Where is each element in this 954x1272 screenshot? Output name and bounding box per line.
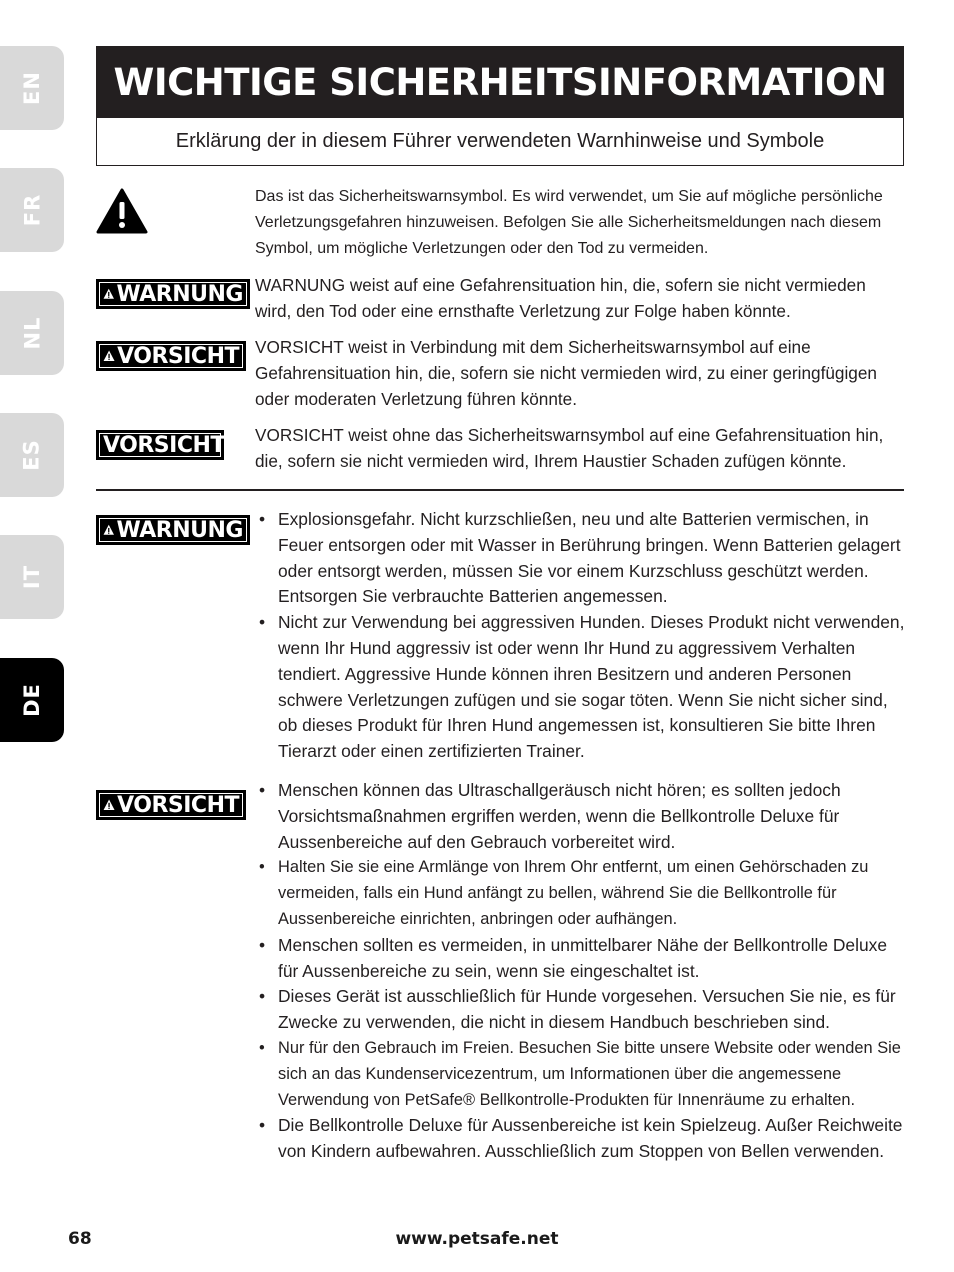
definition-text: Das ist das Sicherheitswarnsymbol. Es wird verwendet, um Sie auf mögliche persönliche Verletzungsgefahren hinzuweisen. Befolgen Sie alle Sicherheitsmeldungen nach diesem Symbol, um mögliche Verletzungen oder den Tod zu vermeiden. <box>255 188 883 257</box>
vorsicht-signal-label <box>96 341 246 371</box>
signal-word: WARNUNG <box>116 281 243 307</box>
signal-word: VORSICHT <box>117 343 239 369</box>
lang-tab-label: NL <box>20 316 44 350</box>
lang-tab-label: DE <box>20 683 44 717</box>
warnung-list <box>257 507 907 765</box>
lang-tab-es[interactable] <box>0 413 64 497</box>
warning-triangle-icon <box>103 283 115 305</box>
lang-tab-label: EN <box>19 71 44 105</box>
signal-word: WARNUNG <box>116 517 243 543</box>
signal-word: VORSICHT <box>117 792 239 818</box>
lang-tab-it[interactable] <box>0 535 64 619</box>
warning-triangle-icon <box>103 519 115 541</box>
list-item: • Die Bellkontrolle Deluxe für Aussenbereiche ist kein Spielzeug. Außer Reichweite von Kindern aufbewahren. Ausschließlich zum Stoppen von Bellen verwenden. <box>257 1113 907 1165</box>
lang-tab-en[interactable] <box>0 46 64 130</box>
warning-triangle-icon <box>103 794 115 816</box>
definition-text: VORSICHT weist ohne das Sicherheitswarnsymbol auf eine Gefahrensituation hin, die, sofern sie nicht vermieden wird, Ihrem Haustier Schaden zufügen könnte. <box>255 425 884 471</box>
page-subtitle: Erklärung der in diesem Führer verwendeten Warnhinweise und Symbole <box>175 130 825 152</box>
warnung-signal-label <box>96 279 250 309</box>
list-item: • Menschen sollten es vermeiden, in unmittelbarer Nähe der Bellkontrolle Deluxe für Aussenbereiche zu sein, wenn sie eingeschaltet ist. <box>257 933 907 985</box>
lang-tab-de[interactable] <box>0 658 64 742</box>
subtitle-box <box>96 118 904 166</box>
warnung-signal-label <box>96 515 250 545</box>
lang-tab-nl[interactable] <box>0 291 64 375</box>
website-link[interactable]: www.petsafe.net <box>395 1229 559 1249</box>
list-item: • Dieses Gerät ist ausschließlich für Hunde vorgesehen. Versuchen Sie nie, es für Zwecke zu verwenden, die nicht in diesem Handbuch beschrieben sind. <box>257 984 907 1036</box>
safety-alert-icon <box>96 188 148 234</box>
lang-tab-label: FR <box>19 193 44 227</box>
page-title: WICHTIGE SICHERHEITSINFORMATION <box>113 60 887 104</box>
page-number: 68 <box>68 1229 92 1249</box>
list-item: • Nur für den Gebrauch im Freien. Besuchen Sie bitte unsere Website oder wenden Sie sich an das Kundenservicezentrum, um Informationen über die angemessene Verwendung von PetSafe® Bellkontrolle-Produkten für Innenräume zu erhalten. <box>257 1036 907 1113</box>
list-item: • Explosionsgefahr. Nicht kurzschließen, neu und alte Batterien vermischen, in Feuer entsorgen oder mit Wasser in Berührung bringen. Wenn Batterien gelagert oder entsorgt werden, müssen Sie vor einem Kurzschluss geschützt werden. Entsorgen Sie verbrauchte Batterien angemessen. <box>257 507 907 610</box>
signal-word: VORSICHT <box>103 432 225 458</box>
lang-tab-fr[interactable] <box>0 168 64 252</box>
section-divider <box>96 489 904 491</box>
list-item: • Nicht zur Verwendung bei aggressiven Hunden. Dieses Produkt nicht verwenden, wenn Ihr Hund aggressiv ist oder wenn Ihr Hund zu aggressivem Verhalten tendiert. Aggressive Hunde können ihren Besitzern und anderen Personen schwere Verletzungen zufügen und sie sogar töten. Wenn Sie nicht sicher sind, ob dieses Produkt für Ihren Hund angemessen ist, konsultieren Sie bitte Ihren Tierarzt oder einen zertifizierten Trainer. <box>257 610 907 765</box>
definition-text: WARNUNG weist auf eine Gefahrensituation hin, die, sofern sie nicht vermieden wird, den Tod oder eine ernsthafte Verletzung zur Folge haben könnte. <box>255 275 866 321</box>
vorsicht-list <box>257 778 907 1165</box>
title-bar <box>96 46 904 118</box>
list-item: • Menschen können das Ultraschallgeräusch nicht hören; es sollten jedoch Vorsichtsmaßnahmen ergriffen werden, wenn die Bellkontrolle Deluxe für Aussenbereiche auf den Gebrauch vorbereitet wird. <box>257 778 907 855</box>
vorsicht-plain-signal-label <box>96 430 224 460</box>
warning-triangle-icon <box>103 345 115 367</box>
lang-tab-label: IT <box>19 564 44 590</box>
list-item: • Halten Sie sie eine Armlänge von Ihrem Ohr entfernt, um einen Gehörschaden zu vermeiden, falls ein Hund anfängt zu bellen, während Sie die Bellkontrolle für Aussenbereiche einrichten, anbringen oder aufhängen. <box>257 855 907 932</box>
definition-text: VORSICHT weist in Verbindung mit dem Sicherheitswarnsymbol auf eine Gefahrensituation hin, die, sofern sie nicht vermieden wird, zu einer geringfügigen oder moderaten Verletzung führen könnte. <box>255 337 877 409</box>
vorsicht-signal-label <box>96 790 246 820</box>
lang-tab-label: ES <box>19 439 44 471</box>
